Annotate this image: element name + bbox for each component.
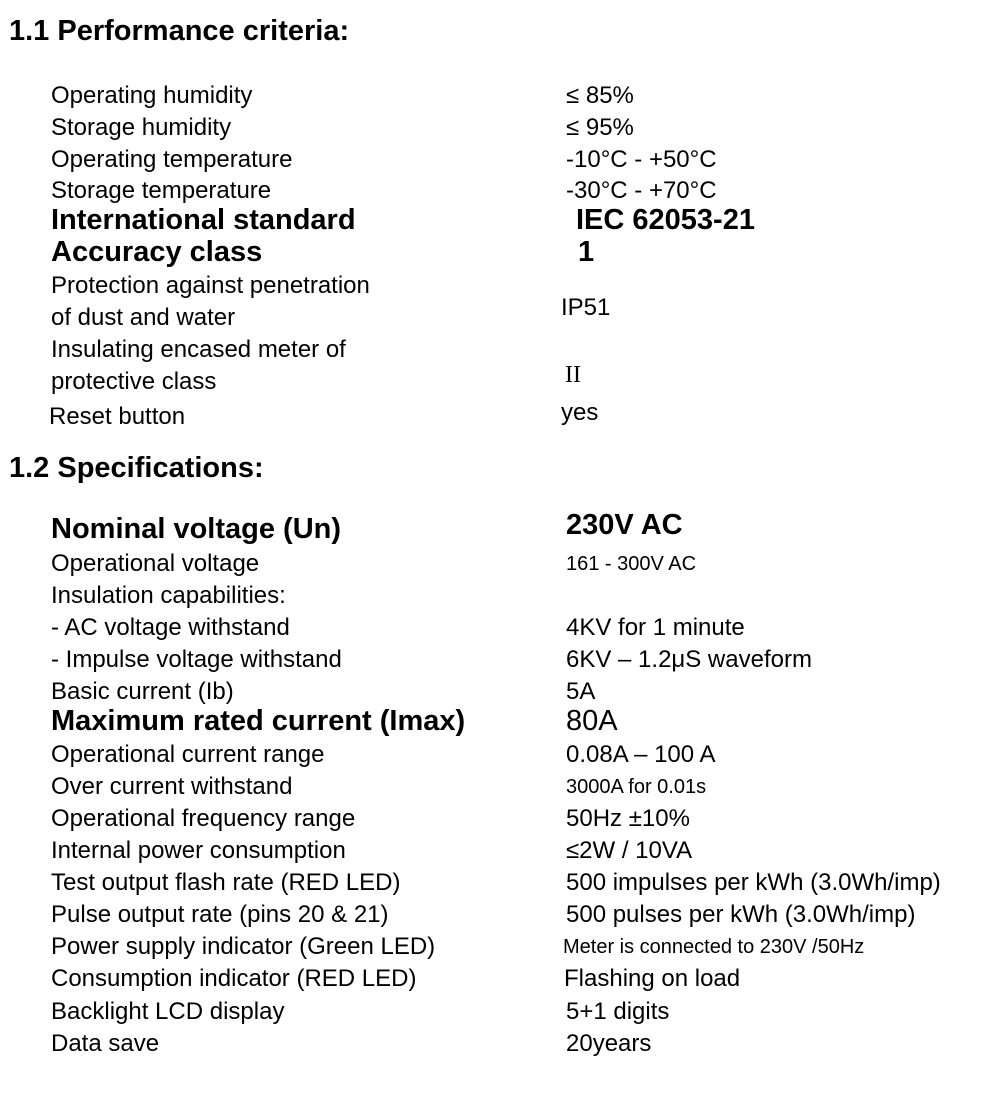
value-reset-button: yes (561, 399, 599, 426)
value-internal-power-consumption: ≤2W / 10VA (566, 837, 693, 864)
label-operating-temperature: Operating temperature (51, 146, 293, 173)
label-maximum-rated-current: Maximum rated current (Imax) (51, 705, 466, 737)
label-basic-current: Basic current (Ib) (51, 678, 234, 705)
label-over-current-withstand: Over current withstand (51, 773, 293, 800)
value-protective-class: II (565, 362, 581, 388)
label-storage-temperature: Storage temperature (51, 177, 272, 204)
label-test-output-flash-rate: Test output flash rate (RED LED) (51, 869, 401, 896)
value-storage-humidity: ≤ 95% (566, 114, 634, 141)
value-power-supply-indicator: Meter is connected to 230V /50Hz (563, 936, 865, 958)
label-operational-frequency-range: Operational frequency range (51, 805, 356, 832)
value-data-save: 20years (566, 1030, 652, 1057)
value-operating-temperature: -10°C - +50°C (566, 146, 717, 173)
label-ac-voltage-withstand: - AC voltage withstand (51, 614, 290, 641)
label-internal-power-consumption: Internal power consumption (51, 837, 346, 864)
label-insulating-line1: Insulating encased meter of (51, 336, 346, 363)
label-reset-button: Reset button (49, 403, 186, 430)
label-operational-voltage: Operational voltage (51, 550, 260, 577)
label-insulation-capabilities: Insulation capabilities: (51, 582, 286, 609)
value-operational-frequency-range: 50Hz ±10% (566, 805, 690, 832)
value-storage-temperature: -30°C - +70°C (566, 177, 717, 204)
value-nominal-voltage: 230V AC (566, 509, 683, 541)
value-maximum-rated-current: 80A (566, 705, 618, 737)
label-power-supply-indicator: Power supply indicator (Green LED) (51, 933, 436, 960)
value-ac-voltage-withstand: 4KV for 1 minute (566, 614, 745, 641)
label-operational-current-range: Operational current range (51, 741, 325, 768)
label-backlight-lcd-display: Backlight LCD display (51, 998, 285, 1025)
value-basic-current: 5A (566, 678, 596, 705)
value-operational-voltage: 161 - 300V AC (566, 553, 697, 575)
label-storage-humidity: Storage humidity (51, 114, 232, 141)
label-operating-humidity: Operating humidity (51, 82, 253, 109)
value-protection: IP51 (561, 294, 611, 321)
label-accuracy-class: Accuracy class (51, 236, 263, 268)
label-insulating-line2: protective class (51, 368, 217, 395)
value-over-current-withstand: 3000A for 0.01s (566, 776, 707, 798)
value-impulse-voltage-withstand: 6KV – 1.2μS waveform (566, 646, 812, 673)
label-pulse-output-rate: Pulse output rate (pins 20 & 21) (51, 901, 389, 928)
label-impulse-voltage-withstand: - Impulse voltage withstand (51, 646, 342, 673)
section-heading-performance: 1.1 Performance criteria: (9, 15, 350, 47)
value-operating-humidity: ≤ 85% (566, 82, 634, 109)
label-data-save: Data save (51, 1030, 160, 1057)
value-pulse-output-rate: 500 pulses per kWh (3.0Wh/imp) (566, 901, 916, 928)
label-nominal-voltage: Nominal voltage (Un) (51, 513, 342, 545)
label-protection-line2: of dust and water (51, 304, 236, 331)
value-international-standard: IEC 62053-21 (576, 204, 755, 236)
value-consumption-indicator: Flashing on load (564, 965, 741, 992)
value-operational-current-range: 0.08A – 100 A (566, 741, 716, 768)
label-international-standard: International standard (51, 204, 356, 236)
value-accuracy-class: 1 (578, 236, 595, 268)
label-consumption-indicator: Consumption indicator (RED LED) (51, 965, 417, 992)
label-protection-line1: Protection against penetration (51, 272, 370, 299)
value-backlight-lcd-display: 5+1 digits (566, 998, 670, 1025)
value-test-output-flash-rate: 500 impulses per kWh (3.0Wh/imp) (566, 869, 941, 896)
section-heading-specifications: 1.2 Specifications: (9, 452, 264, 484)
